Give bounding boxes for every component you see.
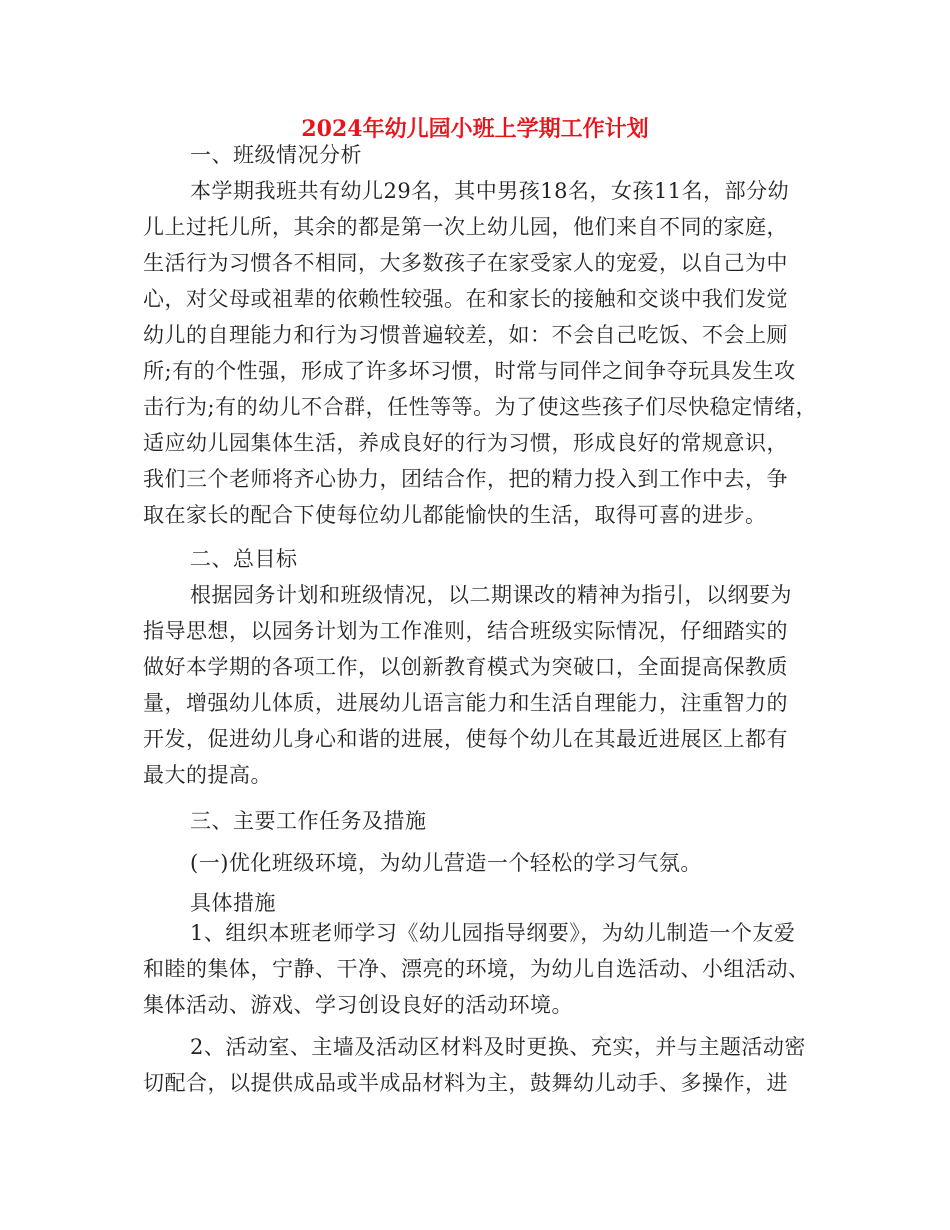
section-heading-2: 二、总目标 (190, 547, 298, 571)
paragraph-line: 集体活动、游戏、学习创设良好的活动环境。 (143, 993, 573, 1017)
paragraph-line: 适应幼儿园集体生活，养成良好的行为习惯，形成良好的常规意识， (143, 431, 788, 455)
paragraph-line: 儿上过托儿所，其余的都是第一次上幼儿园，他们来自不同的家庭， (143, 215, 788, 239)
paragraph-line: 切配合，以提供成品或半成品材料为主，鼓舞幼儿动手、多操作，进 (143, 1071, 788, 1095)
paragraph-line: 击行为;有的幼儿不合群，任性等等。为了使这些孩子们尽快稳定情绪， (143, 395, 818, 419)
paragraph-line: 心，对父母或祖辈的依赖性较强。在和家长的接触和交谈中我们发觉 (143, 287, 788, 311)
paragraph-line: 做好本学期的各项工作，以创新教育模式为突破口，全面提高保教质 (143, 655, 788, 679)
paragraph-line: 和睦的集体，宁静、干净、漂亮的环境，为幼儿自选活动、小组活动、 (143, 957, 810, 981)
paragraph-line: 开发，促进幼儿身心和谐的进展，使每个幼儿在其最近进展区上都有 (143, 727, 788, 751)
section-heading-3: 三、主要工作任务及措施 (190, 809, 427, 833)
section-heading-1: 一、班级情况分析 (190, 143, 362, 167)
paragraph-line: 幼儿的自理能力和行为习惯普遍较差，如：不会自己吃饭、不会上厕 (143, 323, 788, 347)
paragraph-line: 取在家长的配合下使每位幼儿都能愉快的生活，取得可喜的进步。 (143, 503, 767, 527)
subsection-label: 具体措施 (190, 891, 276, 915)
paragraph-line: 2、活动室、主墙及活动区材料及时更换、充实，并与主题活动密 (190, 1035, 806, 1059)
paragraph-line: 本学期我班共有幼儿29名，其中男孩18名，女孩11名，部分幼 (190, 179, 790, 203)
paragraph-line: 生活行为习惯各不相同，大多数孩子在家受家人的宠爱，以自己为中 (143, 251, 788, 275)
document-title: 2024年幼儿园小班上学期工作计划 (301, 116, 649, 142)
paragraph-line: 我们三个老师将齐心协力，团结合作，把的精力投入到工作中去，争 (143, 467, 788, 491)
paragraph-line: 指导思想，以园务计划为工作准则，结合班级实际情况，仔细踏实的 (143, 619, 788, 643)
paragraph-line: 最大的提高。 (143, 763, 272, 787)
paragraph-line: 根据园务计划和班级情况，以二期课改的精神为指引，以纲要为 (190, 583, 792, 607)
subsection-heading: (一)优化班级环境，为幼儿营造一个轻松的学习气氛。 (190, 851, 702, 875)
paragraph-line: 所;有的个性强，形成了许多坏习惯，时常与同伴之间争夺玩具发生攻 (143, 359, 796, 383)
paragraph-line: 量，增强幼儿体质，进展幼儿语言能力和生活自理能力，注重智力的 (143, 691, 788, 715)
paragraph-line: 1、组织本班老师学习《幼儿园指导纲要》，为幼儿制造一个友爱 (190, 921, 796, 945)
